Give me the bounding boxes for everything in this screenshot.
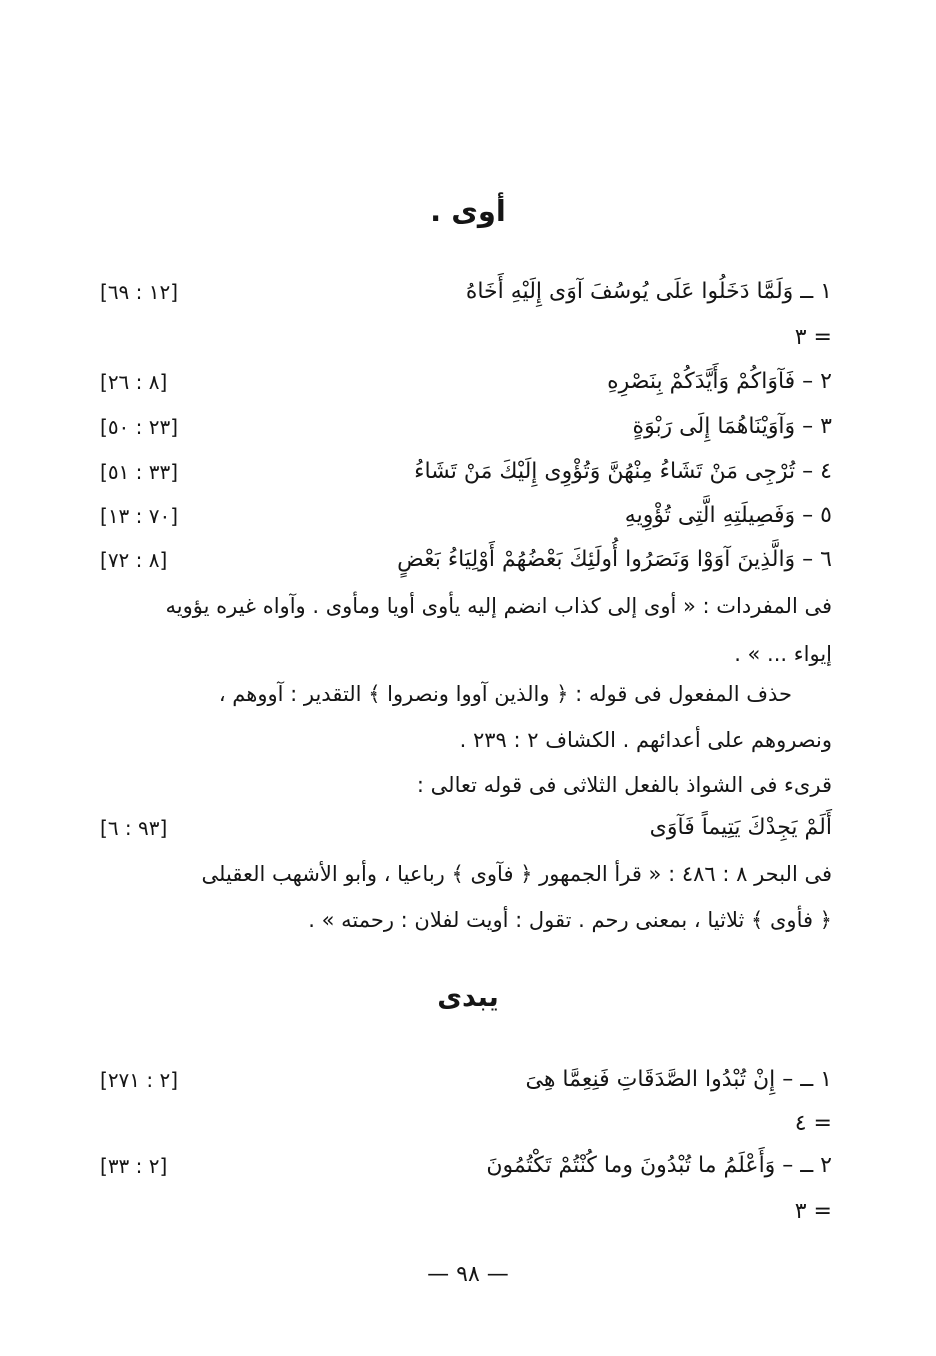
page-number: — ٩٨ — [427, 1262, 509, 1287]
entry-text: ١ ــ – إِنْ تُبْدُوا الصَّدَقَاتِ فَنِعِمَّا هِىَ [525, 1067, 832, 1092]
paragraph-line: قرىء فى الشواذ بالفعل الثلاثى فى قوله تعالى : [416, 773, 832, 797]
entry-line [100, 452, 832, 492]
entry-count-line [100, 1192, 832, 1232]
entry-reference: [٨ : ٢٦] [100, 370, 168, 394]
entry-reference: [٢ : ٣٣] [100, 1154, 168, 1178]
entry-reference: [٢٣ : ٥٠] [100, 415, 179, 439]
entry-line [100, 1146, 832, 1186]
entry-reference: [٧٠ : ١٣] [100, 504, 179, 528]
paragraph-line: ونصروهم على أعدائهم . الكشاف ٢ : ٢٣٩ . [459, 728, 832, 752]
entry-text: ٢ ــ – وَأَعْلَمُ ما تُبْدُونَ وما كُنْتُمْ تَكْتُمُونَ [486, 1153, 832, 1178]
entry-line [100, 540, 832, 580]
paragraph-line: حذف المفعول فى قوله : ﴿ والذين آووا ونصروا ﴾ التقدير : آووهم ، [218, 682, 792, 706]
paragraph-line: ﴿ فأوى ﴾ ثلاثيا ، بمعنى رحم . تقول : أويت لفلان : رحمته » . [308, 908, 832, 932]
entry-count: = ٣ [794, 325, 832, 350]
entry-line [100, 407, 832, 447]
entry-count-line [100, 318, 832, 358]
entry-line [100, 272, 832, 312]
entry-reference: [٨ : ٧٢] [100, 548, 168, 572]
entry-reference: [١٢ : ٦٩] [100, 280, 179, 304]
verse-text: أَلَمْ يَجِدْكَ يَتِيماً فَآوَى [649, 815, 832, 840]
entry-count-line [100, 1104, 832, 1144]
verse-reference: [٩٣ : ٦] [100, 816, 168, 840]
section-heading-awa: أوى . [430, 194, 506, 228]
entry-reference: [٣٣ : ٥١] [100, 460, 179, 484]
entry-reference: [٢ : ٢٧١] [100, 1068, 179, 1092]
entry-line [100, 362, 832, 402]
entry-count: = ٣ [794, 1199, 832, 1224]
paragraph-line: إيواء ... » . [734, 642, 832, 666]
paragraph-line: فى المفردات : « أوى إلى كذاب انضم إليه يأوى أويا ومأوى . وآواه غيره يؤويه [165, 594, 832, 618]
paragraph-line: فى البحر ٨ : ٤٨٦ : « قرأ الجمهور ﴿ فآوى ﴾ رباعيا ، وأبو الأشهب العقيلى [201, 862, 832, 886]
entry-count: = ٤ [794, 1111, 832, 1136]
entry-text: ٥ – وَفَصِيلَتِهِ الَّتِى تُؤْوِيهِ [624, 503, 832, 528]
entry-text: ٣ – وَآوَيْنَاهُمَا إِلَى رَبْوَةٍ [632, 414, 832, 439]
entry-text: ٢ – فَآوَاكُمْ وَأَيَّدَكُمْ بِنَصْرِهِ [607, 369, 832, 394]
entry-line [100, 496, 832, 536]
section-heading-yubdi: يبدى [437, 982, 499, 1013]
verse-line [100, 808, 832, 848]
entry-text: ٤ – تُرْجِى مَنْ تَشَاءُ مِنْهُنَّ وَتُؤْوِى إِلَيْكَ مَنْ تَشَاءُ [414, 459, 832, 484]
entry-text: ٦ – وَالَّذِينَ آوَوْا وَنَصَرُوا أُولَئِكَ بَعْضُهُمْ أَوْلِيَاءُ بَعْضٍ [397, 547, 832, 572]
entry-line [100, 1060, 832, 1100]
entry-text: ١ ــ وَلَمَّا دَخَلُوا عَلَى يُوسُفَ آوَى إِلَيْهِ أَخَاهُ [465, 279, 832, 304]
